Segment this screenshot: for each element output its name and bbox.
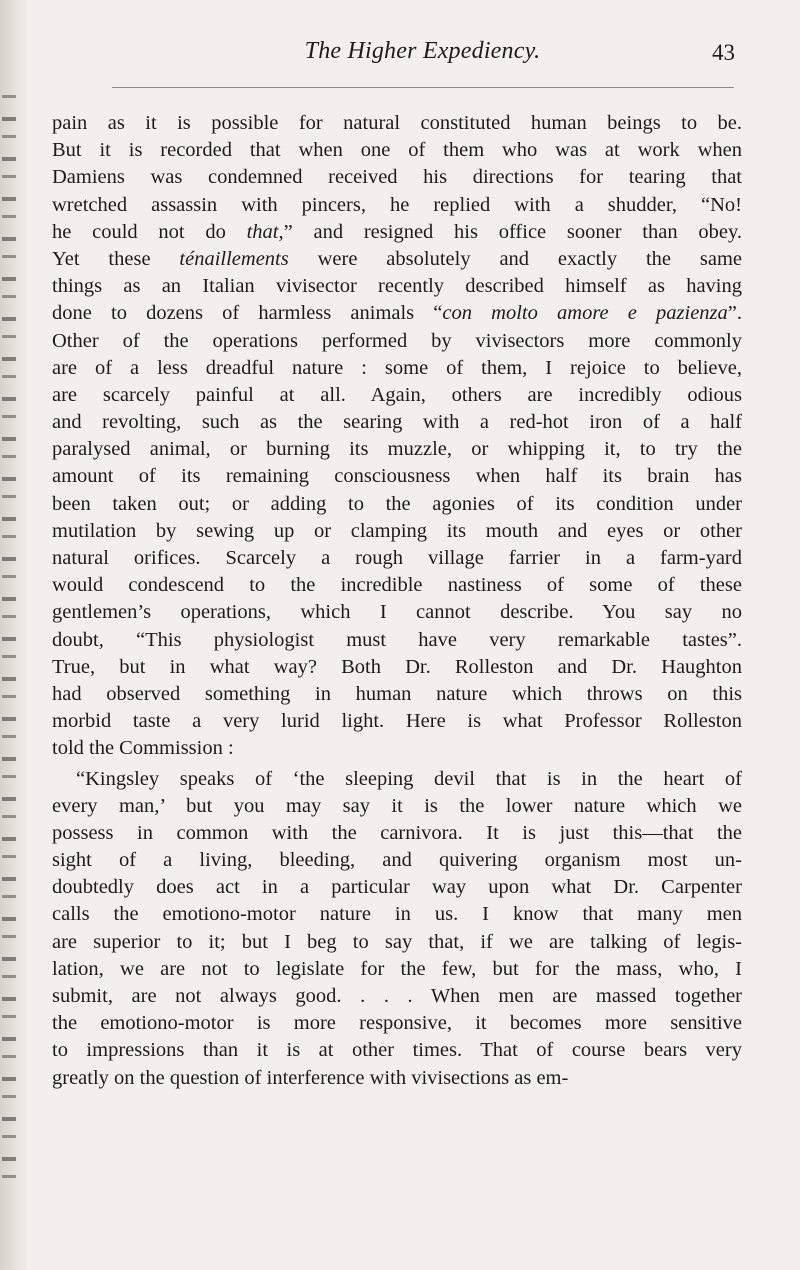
text-line: gentlemen’s operations, which I cannot describe. You say no — [52, 601, 742, 624]
text-line: are of a less dreadful nature : some of them, I rejoice to believe, — [52, 356, 742, 379]
text-line: greatly on the question of interference with vivisections as em- — [52, 1066, 569, 1089]
running-title: The Higher Expediency. — [304, 38, 541, 64]
text-line: sight of a living, bleeding, and quivering organism most un- — [52, 849, 742, 872]
text-line: had observed something in human nature which throws on this — [52, 682, 742, 705]
body-text — [52, 110, 742, 1092]
text-line: wretched assassin with pincers, he replied with a shudder, “No! — [52, 193, 742, 216]
text-line: Damiens was condemned received his directions for tearing that — [52, 166, 742, 189]
text-line: calls the emotiono-motor nature in us. I know that many men — [52, 903, 742, 926]
text-line: done to dozens of harmless animals “con molto amore e pazienza”. — [52, 302, 743, 325]
text-line: pain as it is possible for natural constituted human beings to be. — [52, 112, 742, 134]
text-line: Yet these ténaillements were absolutely and exactly the same — [52, 247, 743, 270]
text-line: But it is recorded that when one of them who was at work when — [52, 139, 742, 162]
header-rule — [112, 87, 734, 88]
text-line: lation, we are not to legislate for the few, but for the mass, who, I — [52, 957, 742, 980]
text-line: to impressions than it is at other times. That of course bears very — [52, 1039, 742, 1062]
text-line: Other of the operations performed by vivisectors more commonly — [52, 329, 742, 352]
text-line: doubtedly does act in a particular way upon what Dr. Carpenter — [52, 876, 742, 899]
text-line: are superior to it; but I beg to say that, if we are talking of legis- — [52, 930, 742, 953]
page-number: 43 — [712, 40, 735, 65]
text-line: possess in common with the carnivora. It is just this—that the — [52, 821, 742, 844]
text-line: mutilation by sewing up or clamping its mouth and eyes or other — [52, 519, 742, 542]
quoted-paragraph — [52, 766, 742, 1092]
text-line: told the Commission : — [52, 737, 234, 760]
text-line: every man,’ but you may say it is the lower nature which we — [52, 794, 742, 817]
text-line: submit, are not always good. . . . When men are massed together — [52, 985, 742, 1007]
text-line: are scarcely painful at all. Again, others are incredibly odious — [52, 383, 742, 406]
paragraph-1 — [52, 110, 742, 763]
text-line: and revolting, such as the searing with a red-hot iron of a half — [52, 411, 742, 434]
text-line: True, but in what way? Both Dr. Rolleston and Dr. Haughton — [52, 655, 742, 678]
text-line: morbid taste a very lurid light. Here is what Professor Rolleston — [52, 710, 742, 733]
text-line: the emotiono-motor is more responsive, it becomes more sensitive — [52, 1012, 742, 1035]
text-line: things as an Italian vivisector recently described himself as having — [52, 275, 742, 298]
running-head — [110, 28, 735, 84]
binding-edge-marks — [2, 95, 16, 1195]
text-line: paralysed animal, or burning its muzzle, or whipping it, to try the — [52, 438, 742, 461]
text-line: would condescend to the incredible nastiness of some of these — [52, 574, 742, 597]
text-line: amount of its remaining consciousness when half its brain has — [52, 465, 742, 488]
text-line: “Kingsley speaks of ‘the sleeping devil that is in the heart of — [76, 767, 742, 790]
text-line: natural orifices. Scarcely a rough village farrier in a farm-yard — [52, 547, 742, 569]
text-line: been taken out; or adding to the agonies of its condition under — [52, 492, 742, 515]
text-line: he could not do that,” and resigned his office sooner than obey. — [52, 220, 742, 243]
page-gutter-shadow — [0, 0, 30, 1270]
text-line: doubt, “This physiologist must have very remarkable tastes”. — [52, 628, 742, 651]
